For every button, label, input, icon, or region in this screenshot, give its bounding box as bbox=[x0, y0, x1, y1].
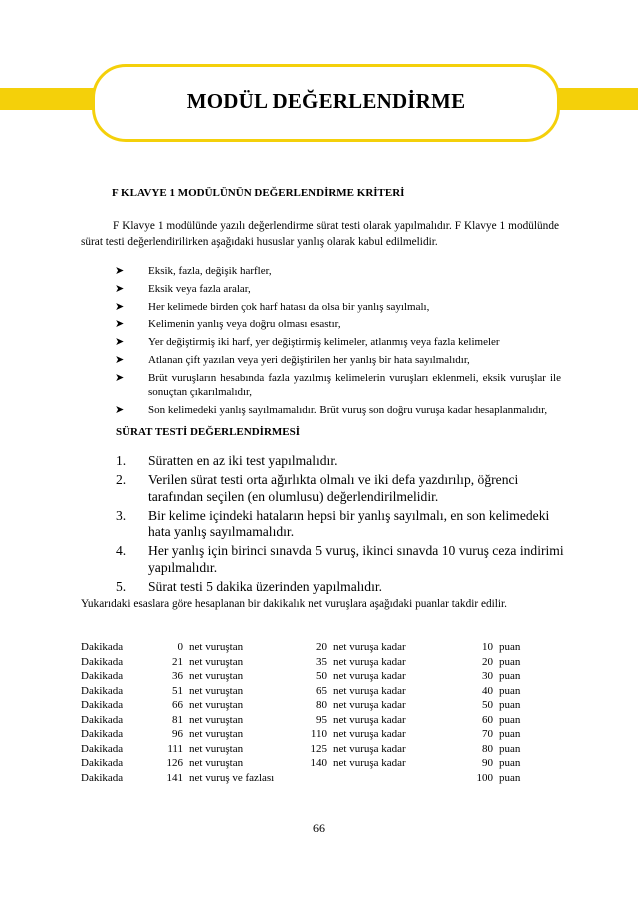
table-cell-to-text: net vuruşa kadar bbox=[333, 684, 406, 697]
table-cell-from-text: net vuruştan bbox=[189, 699, 244, 711]
table-cell-to-text bbox=[327, 771, 465, 786]
list-item bbox=[116, 472, 566, 505]
list-item-text: Yer değiştirmiş iki harf, yer değiştirmiş kelimeler, atlanmış veya fazla kelimeler bbox=[148, 336, 500, 349]
criteria-bullet-list bbox=[115, 264, 561, 421]
table-cell-to-text: net vuruşa kadar bbox=[333, 728, 406, 740]
table-row bbox=[81, 698, 539, 713]
table-cell-points-unit: puan bbox=[499, 670, 521, 682]
table-cell-row-label: Dakikada bbox=[81, 641, 124, 653]
list-item bbox=[115, 353, 561, 368]
table-cell-to-value bbox=[295, 771, 327, 786]
table-row bbox=[81, 727, 539, 742]
table-cell-points-unit: puan bbox=[499, 699, 521, 711]
table-cell-to-text: net vuruşa kadar bbox=[333, 713, 406, 726]
table-cell-points-unit: puan bbox=[499, 713, 521, 726]
list-item-text: Her kelimede birden çok harf hatası da olsa bir yanlış sayılmalı, bbox=[148, 300, 430, 313]
table-cell-row-label: Dakikada bbox=[81, 670, 124, 682]
table-cell-row-label: Dakikada bbox=[81, 728, 124, 740]
list-item-text: Brüt vuruşların hesabında fazla yazılmış kelimelerin vuruşları eklenmeli, eksik vuruşlar ile sonuçtan çıkarılmalıdır, bbox=[148, 371, 561, 399]
table-cell-points-value: 40 bbox=[482, 684, 493, 697]
table-cell-row-label: Dakikada bbox=[81, 684, 124, 697]
table-row bbox=[81, 756, 539, 771]
table-cell-from-text: net vuruştan bbox=[189, 713, 244, 726]
table-row bbox=[81, 684, 539, 699]
table-cell-row-label: Dakikada bbox=[81, 771, 124, 784]
table-row bbox=[81, 742, 539, 757]
list-item bbox=[115, 371, 561, 400]
table-cell-to-text: net vuruşa kadar bbox=[333, 742, 406, 755]
arrow-bullet-icon: ➤ bbox=[115, 336, 125, 349]
list-item-text: Eksik, fazla, değişik harfler, bbox=[148, 265, 272, 277]
list-item bbox=[115, 403, 561, 418]
list-item-text: Atlanan çift yazılan veya yeri değiştirilen her yanlış bir hata sayılmalıdır, bbox=[148, 353, 470, 366]
arrow-bullet-icon: ➤ bbox=[115, 318, 125, 331]
table-cell-to-value: 65 bbox=[316, 684, 327, 697]
table-cell-points-value: 10 bbox=[482, 641, 493, 653]
table-cell-points-unit: puan bbox=[499, 757, 521, 769]
table-cell-to-value: 140 bbox=[310, 757, 327, 769]
list-item-text: Bir kelime içindeki hataların hepsi bir yanlış sayılmalı, en son kelimedeki hata yanlış sayılmamalıdır. bbox=[148, 507, 550, 540]
list-item-text: Kelimenin yanlış veya doğru olması esastır, bbox=[148, 318, 341, 331]
table-cell-from-text: net vuruştan bbox=[189, 655, 244, 668]
table-cell-from-value: 21 bbox=[172, 655, 183, 668]
list-item bbox=[115, 282, 561, 297]
speed-test-numbered-list bbox=[116, 453, 566, 598]
arrow-bullet-icon: ➤ bbox=[115, 404, 125, 417]
list-number: 4. bbox=[116, 543, 127, 559]
table-cell-points-unit: puan bbox=[499, 728, 521, 740]
list-item bbox=[116, 543, 566, 576]
table-cell-to-value: 80 bbox=[316, 699, 327, 711]
criteria-paragraph-text: F Klavye 1 modülünde yazılı değerlendirme sürat testi olarak yapılmalıdır. F Klavye 1 modülünde sürat testi değerlendirilirken aşağıdaki hususlar yanlış olarak kabul edilmelidir. bbox=[81, 220, 559, 248]
table-cell-from-value: 36 bbox=[172, 670, 183, 682]
table-cell-points-value: 90 bbox=[482, 757, 493, 769]
table-row bbox=[81, 640, 539, 655]
table-row bbox=[81, 771, 539, 786]
list-item-text: Her yanlış için birinci sınavda 5 vuruş, ikinci sınavda 10 vuruş ceza indirimi yapılmalıdır. bbox=[148, 543, 564, 576]
list-item bbox=[115, 264, 561, 279]
table-cell-points-value: 80 bbox=[482, 742, 493, 755]
arrow-bullet-icon: ➤ bbox=[115, 265, 125, 277]
speed-test-heading: SÜRAT TESTİ DEĞERLENDİRMESİ bbox=[116, 426, 301, 438]
table-cell-to-value: 20 bbox=[316, 641, 327, 653]
arrow-bullet-icon: ➤ bbox=[115, 282, 125, 295]
table-cell-points-value: 50 bbox=[482, 699, 493, 711]
list-item bbox=[115, 335, 561, 350]
table-cell-from-text: net vuruştan bbox=[189, 757, 244, 769]
list-item-text: Süratten en az iki test yapılmalıdır. bbox=[148, 453, 338, 468]
arrow-bullet-icon: ➤ bbox=[115, 300, 125, 313]
list-item-text: Sürat testi 5 dakika üzerinden yapılmalıdır. bbox=[148, 579, 383, 595]
table-row bbox=[81, 655, 539, 670]
table-cell-from-text: net vuruştan bbox=[189, 742, 244, 755]
table-cell-from-value: 126 bbox=[166, 757, 183, 769]
table-cell-points-value: 100 bbox=[476, 771, 493, 784]
table-cell-points-value: 20 bbox=[482, 655, 493, 668]
list-number: 5. bbox=[116, 579, 127, 595]
table-cell-to-value: 110 bbox=[310, 728, 327, 740]
table-cell-points-unit: puan bbox=[499, 641, 521, 653]
page-number: 66 bbox=[313, 821, 325, 835]
list-item-text: Son kelimedeki yanlış sayılmamalıdır. Brüt vuruş son doğru vuruşa kadar hesaplanmalıdır, bbox=[148, 404, 548, 417]
list-item bbox=[116, 579, 566, 596]
table-cell-from-value: 81 bbox=[172, 713, 183, 726]
table-cell-from-text: net vuruştan bbox=[189, 684, 244, 697]
table-cell-from-value: 51 bbox=[172, 684, 183, 697]
table-cell-to-text: net vuruşa kadar bbox=[333, 655, 406, 668]
table-cell-to-value: 50 bbox=[316, 670, 327, 682]
table-cell-from-value: 0 bbox=[177, 641, 183, 653]
table-cell-from-text: net vuruştan bbox=[189, 641, 244, 653]
criteria-paragraph bbox=[81, 218, 559, 250]
table-cell-points-unit: puan bbox=[499, 684, 521, 697]
list-item-text: Eksik veya fazla aralar, bbox=[148, 282, 251, 295]
table-cell-row-label: Dakikada bbox=[81, 655, 124, 668]
list-item bbox=[115, 317, 561, 332]
table-cell-points-unit: puan bbox=[499, 771, 521, 784]
table-cell-points-unit: puan bbox=[499, 742, 521, 755]
table-cell-row-label: Dakikada bbox=[81, 699, 124, 711]
table-cell-from-value: 66 bbox=[172, 699, 183, 711]
table-cell-to-value: 35 bbox=[316, 655, 327, 668]
table-cell-to-text: net vuruşa kadar bbox=[333, 699, 406, 711]
table-cell-row-label: Dakikada bbox=[81, 742, 124, 755]
table-cell-from-value: 141 bbox=[166, 771, 183, 784]
page-title: MODÜL DEĞERLENDİRME bbox=[186, 89, 466, 113]
table-cell-points-value: 70 bbox=[482, 728, 493, 740]
list-item bbox=[116, 508, 566, 541]
table-cell-from-text: net vuruştan bbox=[189, 670, 244, 682]
table-cell-points-value: 30 bbox=[482, 670, 493, 682]
table-cell-points-value: 60 bbox=[482, 713, 493, 726]
arrow-bullet-icon: ➤ bbox=[115, 371, 125, 384]
table-row bbox=[81, 669, 539, 684]
table-row bbox=[81, 713, 539, 728]
table-cell-from-value: 96 bbox=[172, 728, 183, 740]
points-table bbox=[81, 640, 539, 785]
table-cell-to-value: 125 bbox=[310, 742, 327, 755]
list-item-text: Verilen sürat testi orta ağırlıkta olmalı ve iki defa yazdırılıp, öğrenci tarafından seçilen (en olumlusu) değerlendirilmelidir. bbox=[148, 472, 519, 504]
table-cell-to-text: net vuruşa kadar bbox=[333, 757, 406, 769]
table-cell-points-unit: puan bbox=[499, 655, 521, 668]
table-cell-to-value: 95 bbox=[316, 713, 327, 726]
list-item bbox=[116, 453, 566, 470]
table-cell-row-label: Dakikada bbox=[81, 757, 124, 769]
scoring-note: Yukarıdaki esaslara göre hesaplanan bir dakikalık net vuruşlara aşağıdaki puanlar takdir edilir. bbox=[81, 598, 507, 610]
arrow-bullet-icon: ➤ bbox=[115, 353, 125, 366]
table-cell-row-label: Dakikada bbox=[81, 713, 124, 726]
table-cell-from-value: 111 bbox=[167, 742, 183, 755]
table-cell-from-text: net vuruş ve fazlası bbox=[189, 771, 275, 784]
list-number: 2. bbox=[116, 472, 127, 488]
table-cell-from-text: net vuruştan bbox=[189, 728, 244, 740]
table-cell-to-text: net vuruşa kadar bbox=[333, 641, 406, 653]
list-number: 3. bbox=[116, 507, 127, 523]
criteria-heading: F KLAVYE 1 MODÜLÜNÜN DEĞERLENDİRME KRİTERİ bbox=[112, 187, 405, 199]
list-number: 1. bbox=[116, 453, 127, 468]
list-item bbox=[115, 300, 561, 315]
table-cell-to-text: net vuruşa kadar bbox=[333, 670, 406, 682]
